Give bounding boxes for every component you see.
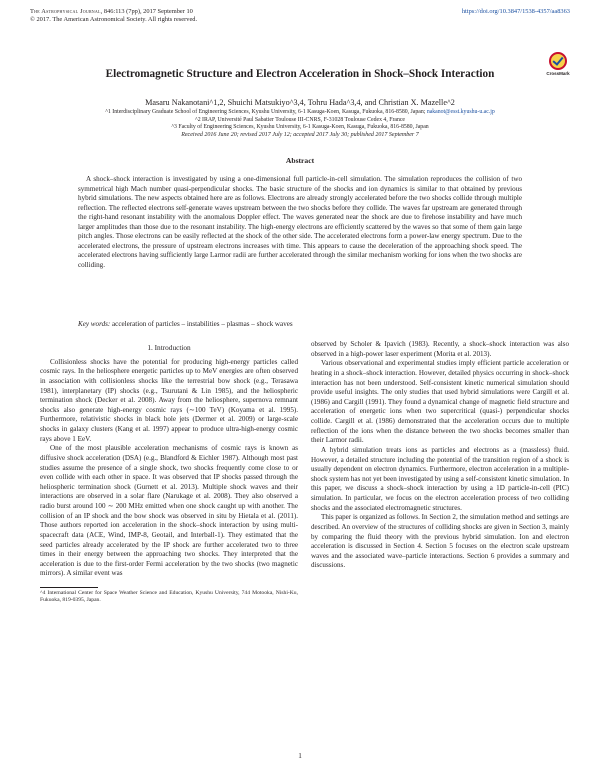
left-column — [40, 340, 298, 604]
right-column — [311, 340, 569, 571]
publication-dates: Received 2016 June 20; revised 2017 July 12; accepted 2017 July 30; published 2017 September 7 — [181, 131, 419, 138]
author-list: Masaru Nakanotani^1,2, Shuichi Matsukiyo^3,4, Tohru Hada^3,4, and Christian X. Mazelle^2 — [145, 98, 455, 107]
intro-paragraph: One of the most plausible acceleration mechanisms of cosmic rays is known as diffusive shock acceleration (DSA) (e.g., Blandford & Eichler 1987). Although most past studies assume the presence of a single shock, two shocks frequently come close to or even collide with each other in space. It was observed that IP shocks passed through the heliospheric termination shock (Gurnett et al. 2013). Multiple shock waves and their interactions are observed in a solar flare (Narukage et al. 2008). They also observed a radio burst around 100 ∼ 200 MHz emitted when one shock caught up with another. The collision of an IP shock and the bow shock was observed in situ by Hietala et al. (2011). Those authors reported ion acceleration in the shock–shock interaction by using multi-spacecraft data (ACE, Wind, IMP-8, Geotail, and Interball-1). They estimated that the seed particles already accelerated by the IP shock are further accelerated two to three times in their energy between the approaching two shocks. They interpreted that the acceleration is due to the first-order Fermi acceleration by the two shocks (two magnetic mirrors). A similar event was — [40, 444, 298, 578]
intro-paragraph: A hybrid simulation treats ions as particles and electrons as a (massless) fluid. However, a detailed structure including the potential of the transition region of a shock is usually dependent on electron dynamics. Furthermore, electron acceleration in a multiple-shock system has not yet been investigated by using a self-consistent kinetic simulation. In this paper, we discuss a shock–shock interaction by using a 1D particle-in-cell (PIC) simulation. In particular, we focus on the electron acceleration process of two colliding shocks and the associated electromagnetic structures. — [311, 445, 569, 512]
abstract-text: A shock–shock interaction is investigated by using a one-dimensional full particle-in-cell simulation. The simulation reproduces the collision of two symmetrical high Mach number quasi-perpendicular shocks. The basic structure of the shocks and ion dynamics is similar to that obtained by previous hybrid simulations. The new aspects obtained here are as follows. Electrons are already strongly accelerated before the two shocks collide through multiple reflection. The reflected electrons self-generate waves upstream between the two shocks before they collide. The waves far upstream are generated through the right-hand resonant instability with the anomalous Doppler effect. The waves generated near the shock are due to firehose instability and have much larger amplitudes than those due to the resonant instability. The high-energy electrons are efficiently scattered by the waves so that some of them gain large pitch angles. Those electrons can be easily reflected at the shock of the other side. The accelerated electrons form a power-law energy spectrum. Due to the accelerated electrons, the pressure of upstream electrons increases with time. This appears to cause the deceleration of the approaching shock speed. The accelerated electrons having sufficiently large Larmor radii are further accelerated through the similar mechanism working for ions when the two shocks are colliding. — [78, 175, 522, 269]
affiliations — [40, 109, 560, 139]
page-number: 1 — [298, 752, 302, 760]
intro-paragraph: Collisionless shocks have the potential for producing high-energy particles called cosmic rays. In the heliosphere energetic particles up to MeV energies are often observed in association with collisionless shocks like the terrestrial bow shock (e.g., Terasawa 1981), interplanetary (IP) shocks (e.g., Tsurutani & Lin 1985), and the heliospheric termination shock (Decker et al. 2008). Away from the heliosphere, supernova remnant shocks also generate high-energy cosmic rays (∼100 TeV) (Koyama et al. 1995). Furthermore, relativistic shocks in black hole jets (Dermer et al. 2009) or large-scale shocks in galaxy clusters (Kang et al. 1997) appear to produce ultra-high-energy cosmic rays above 1 EeV. — [40, 357, 298, 443]
intro-paragraph: This paper is organized as follows. In Section 2, the simulation method and settings are described. An overview of the structures of colliding shocks are given in Section 3, mainly by comparing the fluid theory with the previous hybrid simulation. Ion and electron acceleration is discussed in Section 4. Section 5 focuses on the electron scale upstream waves and the associated wave–particle interactions. Section 6 provides a summary and discussions. — [311, 513, 569, 570]
journal-name: The Astrophysical Journal — [30, 8, 101, 15]
keywords-list: acceleration of particles – instabilities – plasmas – shock waves — [110, 320, 293, 328]
affiliation-3: ^3 Faculty of Engineering Sciences, Kyushu University, 6-1 Kasuga-Koen, Kasuga, Fukuoka, 816-8580, Japan — [171, 124, 429, 131]
journal-citation — [30, 8, 197, 16]
affiliation-2: ^2 IRAP, Université Paul Sabatier Toulouse III-CNRS, F-31028 Toulouse Cedex 4, France — [194, 116, 406, 123]
intro-paragraph: observed by Scholer & Ipavich (1983). Recently, a shock–shock interaction was also observed in a high-power laser experiment (Morita et al. 2013). — [311, 340, 569, 358]
copyright-line: © 2017. The American Astronomical Society. All rights reserved. — [30, 16, 198, 23]
footnote-divider — [40, 587, 98, 588]
crossmark-label: CrossMark — [546, 71, 570, 76]
citation-details: , 846:113 (7pp), 2017 September 10 — [100, 8, 193, 15]
paper-title: Electromagnetic Structure and Electron Acceleration in Shock–Shock Interaction — [105, 68, 495, 80]
running-header — [30, 8, 197, 24]
intro-paragraph: Various observational and experimental studies imply efficient particle acceleration or heating in a shock–shock interaction. However, detailed physics occurring in shock–shock interaction has not been understood. Self-consistent kinetic numerical simulation should provide useful insights. The only studies that used hybrid simulations were Cargill et al. (1986) and Cargill (1991). They found a dynamical change of magnetic field structure and acceleration of energetic ions when two supercritical (quasi-) perpendicular shocks collide. Cargill et al. (1986) demonstrated that the acceleration occurs due to multiple reflection of the ions when the distance between the two shocks becomes smaller than their Larmor radii. — [311, 359, 569, 445]
keywords-label: Key words: — [78, 320, 111, 328]
affiliation-1-text: ^1 Interdisciplinary Graduate School of Engineering Sciences, Kyushu University, 6-1 Kasuga-Koen, Kasuga, Fukuoka, 816-8580, Japan; — [105, 109, 426, 115]
abstract-heading: Abstract — [285, 156, 315, 165]
author-email-link[interactable]: nakanot@esst.kyushu-u.ac.jp — [426, 109, 495, 115]
doi-link[interactable]: https://doi.org/10.3847/1538-4357/aa8363 — [461, 8, 570, 15]
affiliation-1 — [40, 109, 560, 117]
keywords — [78, 320, 522, 328]
footnote: ^4 International Center for Space Weather Science and Education, Kyushu University, 744 Motooka, Nishi-Ku, Fukuoka, 819-0395, Japan. — [40, 590, 298, 603]
section-heading: 1. Introduction — [147, 343, 191, 352]
